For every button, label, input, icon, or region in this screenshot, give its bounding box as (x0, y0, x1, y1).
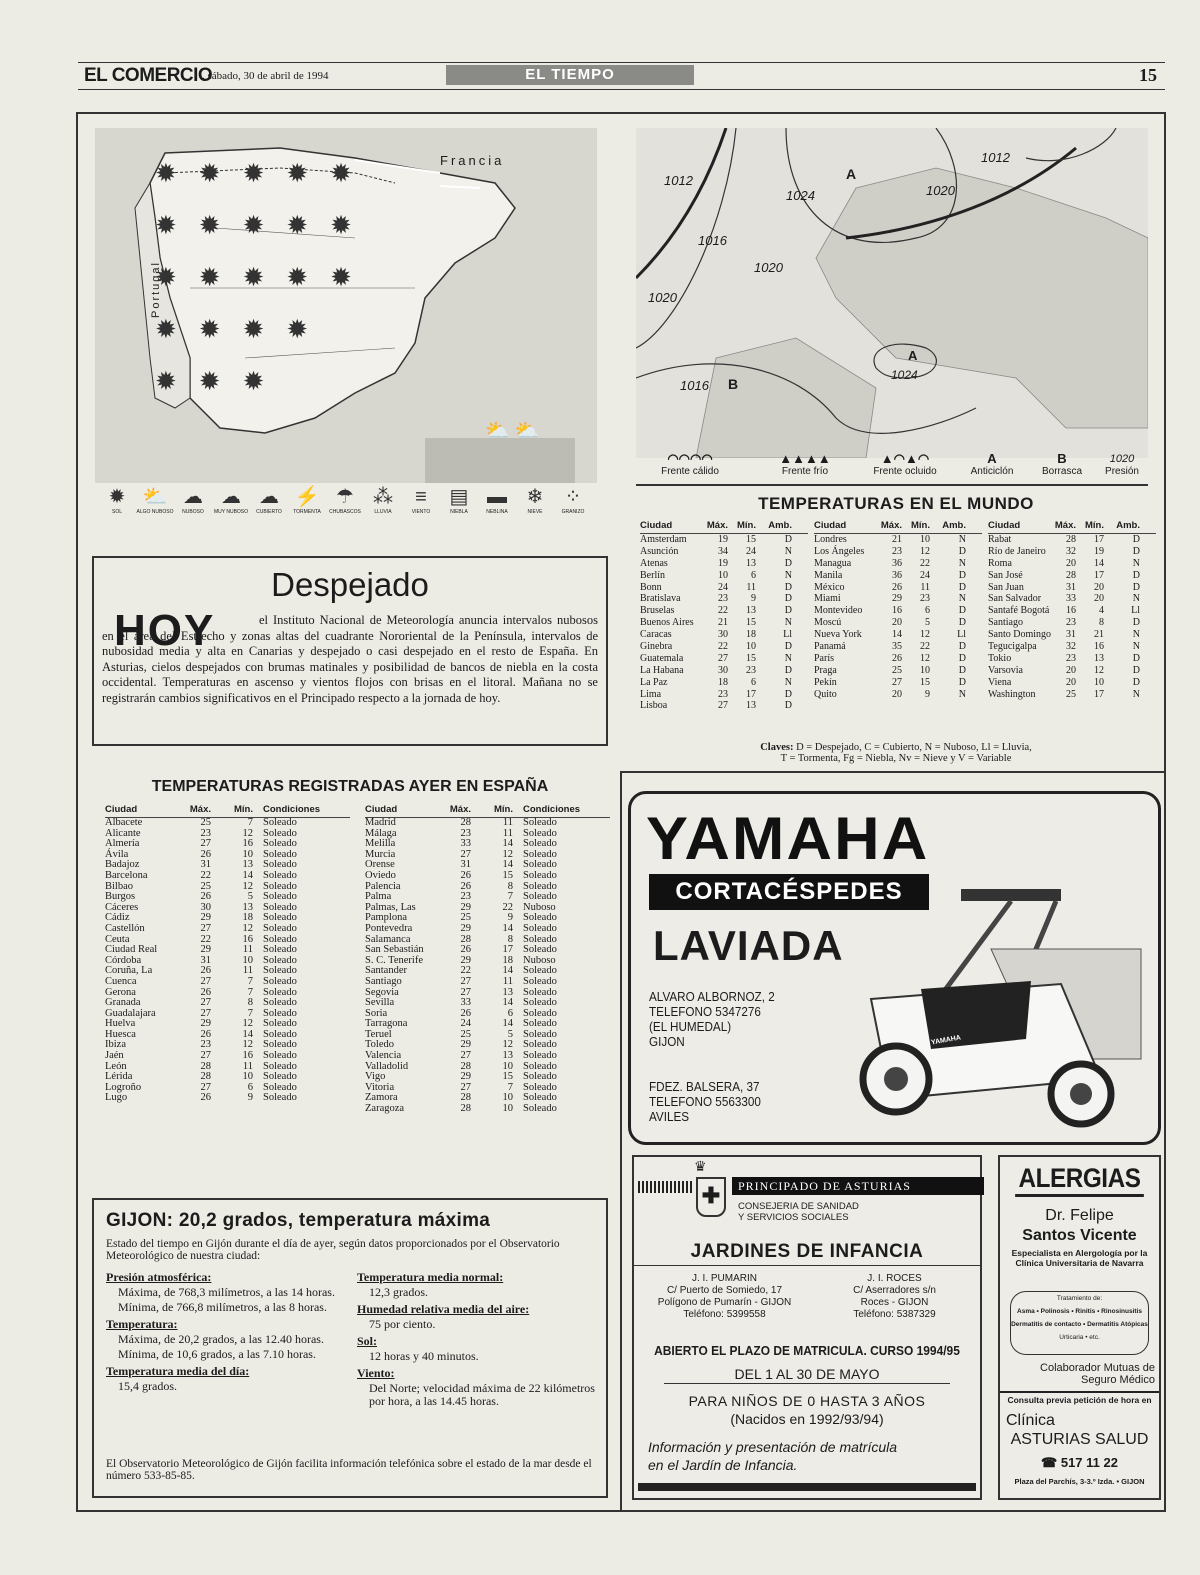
table-header: Ciudad Máx. Mín. Amb. (640, 520, 808, 534)
divider (620, 771, 1166, 773)
hoy-label: HOY (114, 606, 216, 655)
showers-icon: ☂ (336, 486, 354, 508)
table-row: Varsovia 20 12 D (988, 664, 1140, 676)
ad-title: ALERGIAS (1015, 1163, 1144, 1197)
table-row: Coruña, La 26 11 Soleado (105, 965, 297, 977)
appointment-note: Consulta previa petición de hora en (1007, 1395, 1152, 1405)
legend-low: B Borrasca (1041, 451, 1082, 477)
storm-icon: ⚡ (294, 486, 320, 508)
table-row: Guatemala 27 15 N (640, 652, 792, 664)
doctor-name-2: Santos Vicente (1022, 1227, 1137, 1244)
table-row: Rabat 28 17 D (988, 534, 1140, 545)
decorative-bar (638, 1483, 976, 1491)
table-row: S. C. Tenerife 29 18 Nuboso (365, 954, 556, 966)
divider (620, 771, 622, 1512)
table-row: Bilbao 25 12 Soleado (105, 880, 297, 892)
treatments: Tratamiento de: Asma • Polinosis • Rinitis • Rinosinusitis Dermatitis de contacto • Dermatitis Atópicas Urticaria • etc. (1010, 1291, 1149, 1355)
gijon-right-column: Temperatura media normal: 12,3 grados. Humedad relativa media del aire: 75 por ciento. Sol: 12 horas y 40 minutos. Viento: Del Norte; velocidad máxima de 22 kilómetros por hora, a las 14.45 horas. (357, 1270, 595, 1408)
wind-icon: ≡ (415, 486, 427, 508)
table-row: Soria 26 6 Soleado (365, 1007, 557, 1019)
table-row: Washington 25 17 N (988, 688, 1140, 700)
cloud-icon: ☁ (183, 486, 203, 508)
france-label: Francia (440, 153, 505, 168)
table-row: Lugo 26 9 Soleado (105, 1092, 297, 1104)
department: CONSEJERIA DE SANIDAD Y SERVICIOS SOCIALES (738, 1201, 859, 1223)
forecast-box (92, 556, 608, 746)
table-row: Cádiz 29 18 Soleado (105, 912, 297, 924)
table-row: Quito 20 9 N (814, 688, 966, 700)
table-row: Manila 36 24 D (814, 569, 966, 581)
table-row: Praga 25 10 D (814, 664, 966, 676)
legend-muy-nuboso: ☁ MUY NUBOSO (213, 486, 249, 515)
table-row: Córdoba 31 10 Soleado (105, 954, 297, 966)
table-row: Zaragoza 28 10 Soleado (365, 1103, 557, 1115)
table-row: Ceuta 22 16 Soleado (105, 933, 297, 945)
legend-neblina: ▬ NEBLINA (480, 485, 514, 515)
crest-icon: ✚ (696, 1177, 726, 1217)
table-row: La Paz 18 6 N (640, 676, 792, 688)
table-header: Ciudad Máx. Mín. Condiciones (365, 804, 610, 818)
table-row: Pekín 27 15 D (814, 676, 966, 688)
doctor-name-1: Dr. Felipe (1045, 1207, 1114, 1224)
mower-label: YAMAHA (930, 1034, 962, 1047)
legend-pressure: 1020 Presión (1105, 453, 1139, 477)
legend-occluded-front: ▲◠▲◠ Frente ocluido (860, 452, 950, 477)
table-row: Ginebra 22 10 D (640, 641, 792, 653)
clinic-name: ASTURIAS SALUD (1010, 1431, 1149, 1448)
forecast-title: Despejado (271, 566, 429, 603)
world-key: Claves: D = Despejado, C = Cubierto, N = Nuboso, Ll = Lluvia, T = Tormenta, Fg = Niebla, Nv = Nieve y V = Variable (760, 742, 1032, 764)
table-row: Melilla 33 14 Soleado (365, 838, 557, 850)
table-header: Ciudad Máx. Mín. Condiciones (105, 804, 350, 818)
occluded-front-icon: ▲◠▲◠ (880, 451, 930, 466)
clinic-address: Plaza del Parchís, 3-3.º Izda. • GIJON (1014, 1477, 1145, 1486)
table-row: San José 28 17 D (988, 569, 1140, 581)
table-row: Jaén 27 16 Soleado (105, 1050, 297, 1062)
decorative-bar (638, 1181, 692, 1193)
enrollment-notice: ABIERTO EL PLAZO DE MATRICULA. CURSO 1994/95 (654, 1343, 960, 1358)
paper-name: EL COMERCIO (84, 65, 213, 86)
legend-nuboso: ☁ NUBOSO (176, 485, 210, 515)
table-row: Madrid 28 11 Soleado (365, 817, 557, 828)
divider (634, 1265, 980, 1266)
world-column (988, 520, 1156, 700)
info-text: Información y presentación de matrícula en el Jardín de Infancia. (648, 1439, 898, 1473)
legend-algo-nuboso: ⛅ ALGO NUBOSO (136, 486, 174, 515)
table-row: París 26 12 D (814, 652, 966, 664)
high-pressure-label: A (846, 166, 857, 182)
table-row: Lima 23 17 D (640, 688, 792, 700)
europe-map-graphic (636, 128, 1148, 458)
table-row: Granada 27 8 Soleado (105, 997, 297, 1009)
spain-temperatures-title: TEMPERATURAS REGISTRADAS AYER EN ESPAÑA (151, 778, 549, 795)
table-row: Barcelona 22 14 Soleado (105, 869, 297, 881)
age-range: PARA NIÑOS DE 0 HASTA 3 AÑOS (688, 1393, 926, 1409)
legend-granizo: ⁘ GRANIZO (556, 485, 590, 515)
table-row: Málaga 23 11 Soleado (365, 827, 557, 839)
table-row: Nueva York 14 12 Ll (814, 629, 966, 641)
table-row: Ciudad Real 29 11 Soleado (105, 944, 297, 956)
isobar-label: 1020 (754, 260, 783, 275)
table-row: Huesca 26 14 Soleado (105, 1028, 297, 1040)
center-pumarin: J. I. PUMARIN C/ Puerto de Somiedo, 17 Polígono de Pumarín - GIJON Teléfono: 5399558 (657, 1273, 792, 1320)
lawnmower-illustration (811, 889, 1151, 1139)
table-row: Bruselas 22 13 D (640, 605, 792, 617)
table-row: Santander 22 14 Soleado (365, 965, 557, 977)
product-banner: CORTACÉSPEDES (649, 874, 929, 910)
europe-map-legend (640, 452, 1152, 480)
ad-title: JARDINES DE INFANCIA (690, 1241, 924, 1262)
low-pressure-label: B (728, 376, 739, 392)
mist-icon: ▬ (487, 486, 507, 508)
table-row: Segovia 27 13 Soleado (365, 986, 557, 998)
table-row: La Habana 30 23 D (640, 664, 792, 676)
legend-high: A Anticiclón (970, 451, 1014, 477)
legend-warm-front: ◠◠◠◠ Frente cálido (650, 452, 730, 477)
warm-front-icon: ◠◠◠◠ (667, 451, 713, 466)
birth-years: (Nacidos en 1992/93/94) (730, 1411, 884, 1427)
table-row: San Sebastián 26 17 Soleado (365, 944, 557, 956)
partly-cloudy-icon: ⛅ ⛅ (485, 420, 540, 442)
table-row: Caracas 30 18 Ll (640, 629, 792, 641)
table-row: Teruel 25 5 Soleado (365, 1028, 557, 1040)
world-column (640, 520, 808, 712)
table-row: Berlín 10 6 N (640, 569, 792, 581)
table-row: Managua 36 22 N (814, 557, 966, 569)
table-row: Pamplona 25 9 Soleado (365, 912, 557, 924)
sun-icon: ✹ (108, 486, 126, 508)
dealer-logo: LAVIADA (653, 922, 844, 969)
table-row: Buenos Aires 21 15 N (640, 617, 792, 629)
table-row: Santo Domingo 31 21 N (988, 629, 1140, 641)
table-row: Lisboa 27 13 D (640, 700, 792, 712)
table-header: Ciudad Máx. Mín. Amb. (988, 520, 1156, 534)
table-row: Valencia 27 13 Soleado (365, 1050, 557, 1062)
spain-weather-map (95, 128, 597, 483)
phone-icon: ☎ (1041, 1455, 1061, 1470)
table-row: Tokio 23 13 D (988, 652, 1140, 664)
table-row: Zamora 28 10 Soleado (365, 1092, 557, 1104)
table-row: Gerona 26 7 Soleado (105, 986, 297, 998)
table-row: Bratislava 23 9 D (640, 593, 792, 605)
table-row: Sevilla 33 14 Soleado (365, 997, 557, 1009)
table-row: Guadalajara 27 7 Soleado (105, 1007, 297, 1019)
spain-column (365, 804, 610, 1115)
table-row: Oviedo 26 15 Soleado (365, 869, 557, 881)
high-pressure-label: A (908, 348, 918, 363)
crown-icon: ♛ (694, 1160, 707, 1175)
legend-cold-front: ▲▲▲▲ Frente frío (765, 452, 845, 477)
table-row: Miami 29 23 N (814, 593, 966, 605)
table-row: Montevideo 16 6 D (814, 605, 966, 617)
table-row: Palmas, Las 29 22 Nuboso (365, 901, 556, 913)
isobar-label: 1016 (698, 233, 727, 248)
section-title: EL TIEMPO (446, 65, 694, 85)
table-row: Viena 20 10 D (988, 676, 1140, 688)
legend-viento: ≡ VIENTO (404, 485, 438, 515)
table-row: Albacete 25 7 Soleado (105, 817, 297, 828)
table-row: Vitoria 27 7 Soleado (365, 1081, 557, 1093)
legend-cubierto: ☁ CUBIERTO (252, 485, 286, 515)
world-column (814, 520, 982, 700)
table-row: Murcia 27 12 Soleado (365, 848, 557, 860)
cold-front-icon: ▲▲▲▲ (779, 451, 831, 466)
table-row: Toledo 29 12 Soleado (365, 1039, 557, 1051)
table-row: Río de Janeiro 32 19 D (988, 545, 1140, 557)
isobar-label: 1024 (786, 188, 815, 203)
table-row: Valladolid 28 10 Soleado (365, 1060, 557, 1072)
world-temperatures-title: TEMPERATURAS EN EL MUNDO (758, 494, 1034, 513)
table-header: Ciudad Máx. Mín. Amb. (814, 520, 982, 534)
table-row: Moscú 20 5 D (814, 617, 966, 629)
partly-cloudy-icon: ⛅ (142, 486, 168, 508)
gijon-intro: Estado del tiempo en Gijón durante el día de ayer, según datos proporcionados por el Observatorio Meteorológico de nuestra ciudad: (106, 1238, 560, 1262)
table-row: Palma 23 7 Soleado (365, 891, 557, 903)
table-row: Asunción 34 24 N (640, 545, 792, 557)
isobar-label: 1012 (981, 150, 1010, 165)
sun-symbols: ✹✹✹✹✹ ✹✹✹✹✹ ✹✹✹✹✹ ✹✹✹✹ ✹✹✹ (155, 159, 374, 396)
table-row: Santafé Bogotá 16 4 Ll (988, 605, 1140, 617)
table-row: Santiago 27 11 Soleado (365, 975, 557, 987)
spain-column (105, 804, 350, 1104)
legend-sol: ✹ SOL (100, 485, 134, 515)
clouds-icon: ☁ (221, 486, 241, 508)
legend-tormenta: ⚡ TORMENTA (290, 485, 324, 515)
legend-niebla: ▤ NIEBLA (442, 485, 476, 515)
masthead (78, 62, 1165, 90)
isobar-label: 1020 (648, 290, 677, 305)
table-row: Amsterdam 19 15 D (640, 534, 792, 545)
table-row: Roma 20 14 N (988, 557, 1140, 569)
table-row: San Salvador 33 20 N (988, 593, 1140, 605)
legend-chubascos: ☂ CHUBASCOS (329, 486, 361, 515)
divider (1000, 1391, 1159, 1393)
table-row: Burgos 26 5 Soleado (105, 891, 297, 903)
rain-icon: ⁂ (373, 486, 393, 508)
europe-pressure-map (636, 128, 1148, 458)
table-row: Tegucigalpa 32 16 N (988, 641, 1140, 653)
table-row: Cuenca 27 7 Soleado (105, 975, 297, 987)
org-name: PRINCIPADO DE ASTURIAS (732, 1177, 984, 1195)
dealer-address: ALVARO ALBORNOZ, 2 TELEFONO 5347276 (EL HUMEDAL) GIJON FDEZ. BALSERA, 37 TELEFONO 5563300 AVILES (649, 989, 775, 1124)
legend-nieve: ❄ NIEVE (518, 485, 552, 515)
table-row: Orense 31 14 Soleado (365, 859, 557, 871)
isobar-label: 1024 (891, 368, 918, 382)
center-roces: J. I. ROCES C/ Aserradores s/n Roces - GIJON Teléfono: 5387329 (853, 1273, 936, 1320)
isobar-label: 1016 (680, 378, 709, 393)
gijon-left-column: Presión atmosférica: Máxima, de 768,3 milímetros, a las 14 horas. Mínima, de 766,8 milímetros, a las 8 horas. Temperatura: Máxima, de 20,2 grados, a las 12.40 horas. Mínima, de 10,6 grados, a las 7.10 horas. Temperatura media del día: 15,4 grados. (106, 1270, 335, 1393)
enrollment-dates: DEL 1 AL 30 DE MAYO (734, 1366, 880, 1382)
table-row: Salamanca 28 8 Soleado (365, 933, 557, 945)
table-row: Castellón 27 12 Soleado (105, 922, 297, 934)
gijon-box (92, 1198, 608, 1498)
table-row: Alicante 23 12 Soleado (105, 827, 297, 839)
map-legend (100, 485, 597, 525)
table-row: Tarragona 24 14 Soleado (365, 1018, 557, 1030)
snow-icon: ❄ (526, 486, 544, 508)
table-row: San Juan 31 20 D (988, 581, 1140, 593)
isobar-label: 1012 (664, 173, 693, 188)
table-row: Lérida 28 10 Soleado (105, 1071, 297, 1083)
clinic-label: Clínica (1006, 1412, 1055, 1429)
table-row: Vigo 29 15 Soleado (365, 1071, 557, 1083)
table-row: Ibiza 23 12 Soleado (105, 1039, 297, 1051)
table-row: México 26 11 D (814, 581, 966, 593)
table-row: León 28 11 Soleado (105, 1060, 297, 1072)
table-row: Almería 27 16 Soleado (105, 838, 297, 850)
table-row: Pontevedra 29 14 Soleado (365, 922, 557, 934)
isobar-label: 1020 (926, 183, 955, 198)
forecast-text: el Instituto Nacional de Meteorología anuncia intervalos nubosos en el área del Estrecho y zonas altas del cuadrante Nororiental de la Península, intervalos de nubosidad media y alta en Canarias y despejado o casi despejado en el resto de España. En Asturias, cielos despejados con brumas matinales y posibilidad de bancos de niebla en la costa occidental. Temperaturas en ascenso y vientos flojos con brisas en el litoral. Mañana no se registrarán cambios significativos en el Principado respecto a la jornada de hoy. (102, 613, 598, 705)
clinic-phone: ☎ 517 11 22 (1041, 1455, 1118, 1470)
table-row: Atenas 19 13 D (640, 557, 792, 569)
table-row: Logroño 27 6 Soleado (105, 1081, 297, 1093)
table-row: Badajoz 31 13 Soleado (105, 859, 297, 871)
portugal-label: Portugal (150, 261, 162, 318)
specialty: Especialista en Alergología por la Clínica Universitaria de Navarra (1011, 1248, 1148, 1268)
table-row: Huelva 29 12 Soleado (105, 1018, 297, 1030)
gijon-footer: El Observatorio Meteorológico de Gijón facilita información telefónica sobre el estado de la mar desde el número 533-85-85. (106, 1458, 592, 1482)
hail-icon: ⁘ (564, 486, 582, 508)
divider (664, 1383, 950, 1384)
table-row: Bonn 24 11 D (640, 581, 792, 593)
legend-lluvia: ⁂ LLUVIA (366, 485, 400, 515)
fog-icon: ▤ (449, 486, 469, 508)
yamaha-ad (628, 791, 1161, 1145)
yamaha-logo: YAMAHA (646, 805, 930, 872)
overcast-icon: ☁ (259, 486, 279, 508)
table-row: Santiago 23 8 D (988, 617, 1140, 629)
table-row: Los Ángeles 23 12 D (814, 545, 966, 557)
table-row: Ávila 26 10 Soleado (105, 848, 297, 860)
page-number: 15 (1139, 65, 1157, 85)
insurance-note: Colaborador Mutuas de Seguro Médico (1040, 1362, 1155, 1386)
table-row: Panamá 35 22 D (814, 641, 966, 653)
asturias-ad (632, 1155, 982, 1500)
table-row: Londres 21 10 N (814, 534, 966, 545)
issue-date: . sábado, 30 de abril de 1994 (202, 70, 329, 82)
table-row: Cáceres 30 13 Soleado (105, 901, 297, 913)
table-row: Palencia 26 8 Soleado (365, 880, 557, 892)
gijon-title: GIJON: 20,2 grados, temperatura máxima (106, 1210, 491, 1231)
divider (636, 484, 1148, 486)
allergy-ad (998, 1155, 1161, 1500)
